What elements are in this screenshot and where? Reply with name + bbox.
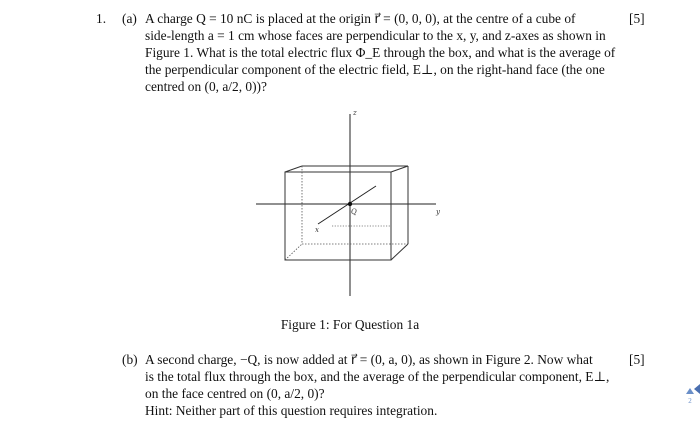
cube-figure bbox=[240, 100, 460, 300]
page-scroller[interactable] bbox=[684, 386, 696, 424]
cube-hidden-edge bbox=[285, 244, 302, 260]
cube-edge bbox=[391, 166, 408, 172]
part-b-marks: [5] bbox=[629, 352, 645, 367]
cube-front-face bbox=[285, 172, 391, 260]
y-axis-label: y bbox=[436, 208, 440, 216]
question-number: 1. bbox=[96, 11, 107, 26]
part-a-label: (a) bbox=[122, 11, 137, 26]
part-a-line: the perpendicular component of the electric field, E⊥, on the right-hand face (the one bbox=[145, 62, 605, 77]
charge-label: Q bbox=[351, 208, 357, 216]
figure-caption: Figure 1: For Question 1a bbox=[280, 317, 420, 332]
part-a-marks: [5] bbox=[629, 11, 645, 26]
scroll-up-icon[interactable] bbox=[686, 388, 694, 394]
part-a-line: Figure 1. What is the total electric flux Φ_E through the box, and what is the average of bbox=[145, 45, 616, 60]
hint-text: Hint: Neither part of this question requires integration. bbox=[145, 403, 438, 418]
part-b-line: on the face centred on (0, a/2, 0)? bbox=[145, 386, 325, 401]
z-axis-label: z bbox=[353, 109, 357, 117]
page-indicator: 2 bbox=[688, 397, 692, 405]
part-b-line: is the total flux through the box, and the average of the perpendicular component, E⊥, bbox=[145, 369, 610, 384]
part-a-line: side-length a = 1 cm whose faces are perpendicular to the x, y, and z-axes as shown in bbox=[145, 28, 606, 43]
part-b-label: (b) bbox=[122, 352, 138, 367]
part-b-text bbox=[145, 351, 623, 419]
part-a-line: centred on (0, a/2, 0))? bbox=[145, 79, 267, 94]
x-axis-label: x bbox=[315, 226, 319, 234]
x-axis bbox=[318, 186, 376, 224]
part-a-text bbox=[145, 10, 623, 95]
part-b-line: A second charge, −Q, is now added at r⃗ = (0, a, 0), as shown in Figure 2. Now what bbox=[145, 352, 593, 367]
cube-edge bbox=[391, 244, 408, 260]
cube-edge bbox=[285, 166, 302, 172]
charge-dot bbox=[348, 202, 352, 206]
part-a-line: A charge Q = 10 nC is placed at the origin r⃗ = (0, 0, 0), at the centre of a cube of bbox=[145, 11, 576, 26]
